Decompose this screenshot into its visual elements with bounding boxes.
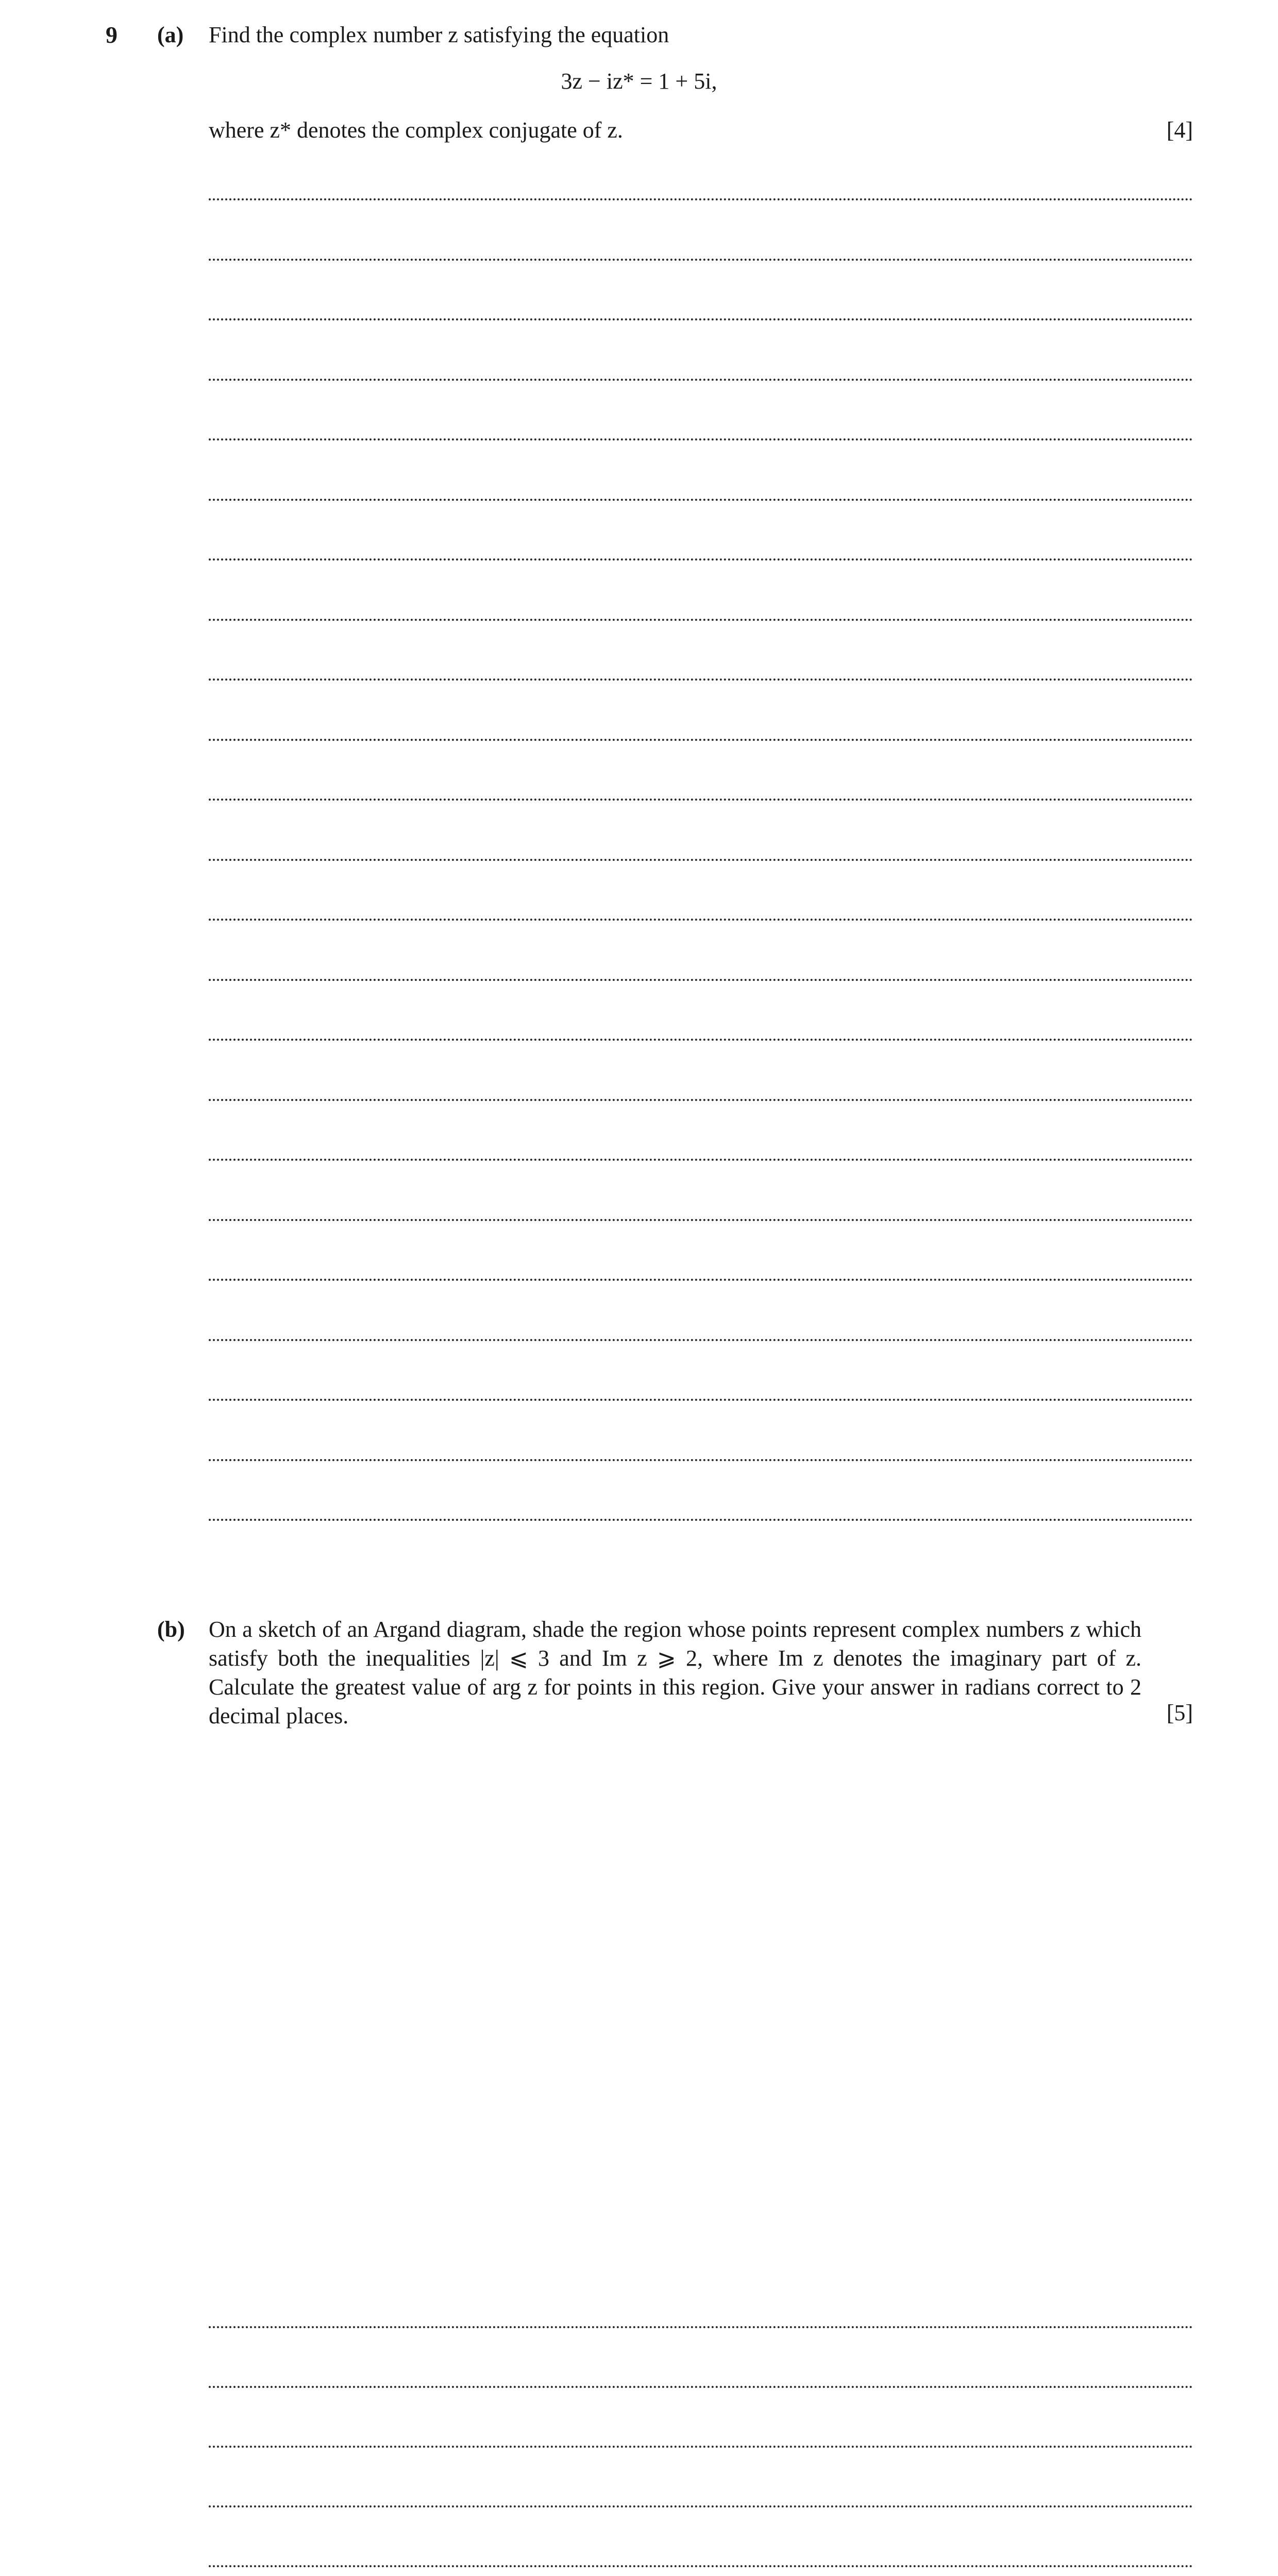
answer-line[interactable] [209,679,1193,681]
part-a-label: (a) [157,22,184,47]
answer-line[interactable] [209,1339,1193,1341]
answer-line[interactable] [209,979,1193,981]
answer-line[interactable] [209,1159,1193,1161]
answer-line[interactable] [209,1399,1193,1401]
answer-line[interactable] [209,919,1193,921]
answer-line[interactable] [209,379,1193,381]
part-b-marks: [5] [1166,1700,1193,1725]
part-b-text: On a sketch of an Argand diagram, shade the region whose points represent complex numbers z which satisfy both the inequalities |z| ⩽ 3 and Im z ⩾ 2, where Im z denotes the imaginary part of z. Calculate the greatest value of arg z for points in this region. Give your answer in radians correct to 2 decimal places. [209,1617,1141,1728]
part-a-equation: 3z − iz* = 1 + 5i, [561,69,717,94]
answer-line[interactable] [209,1279,1193,1281]
answer-line[interactable] [209,438,1193,440]
answer-line[interactable] [209,2446,1193,2448]
answer-line[interactable] [209,1219,1193,1221]
answer-line[interactable] [209,2565,1193,2567]
part-a-where: where z* denotes the complex conjugate of z. [209,117,623,143]
question-number: 9 [106,22,117,48]
answer-line[interactable] [209,2505,1193,2507]
answer-line[interactable] [209,739,1193,741]
answer-line[interactable] [209,198,1193,200]
part-a-intro: Find the complex number z satisfying the equation [209,22,669,47]
answer-line[interactable] [209,1099,1193,1101]
answer-line[interactable] [209,2326,1193,2328]
answer-line[interactable] [209,499,1193,501]
part-a-marks: [4] [1166,117,1193,143]
answer-line[interactable] [209,1459,1193,1461]
answer-line[interactable] [209,1519,1193,1521]
answer-line[interactable] [209,558,1193,561]
answer-line[interactable] [209,619,1193,621]
answer-line[interactable] [209,2386,1193,2388]
answer-line[interactable] [209,259,1193,261]
part-b-label: (b) [157,1617,185,1642]
answer-line[interactable] [209,318,1193,320]
answer-line[interactable] [209,1039,1193,1041]
answer-line[interactable] [209,859,1193,861]
answer-line[interactable] [209,799,1193,801]
